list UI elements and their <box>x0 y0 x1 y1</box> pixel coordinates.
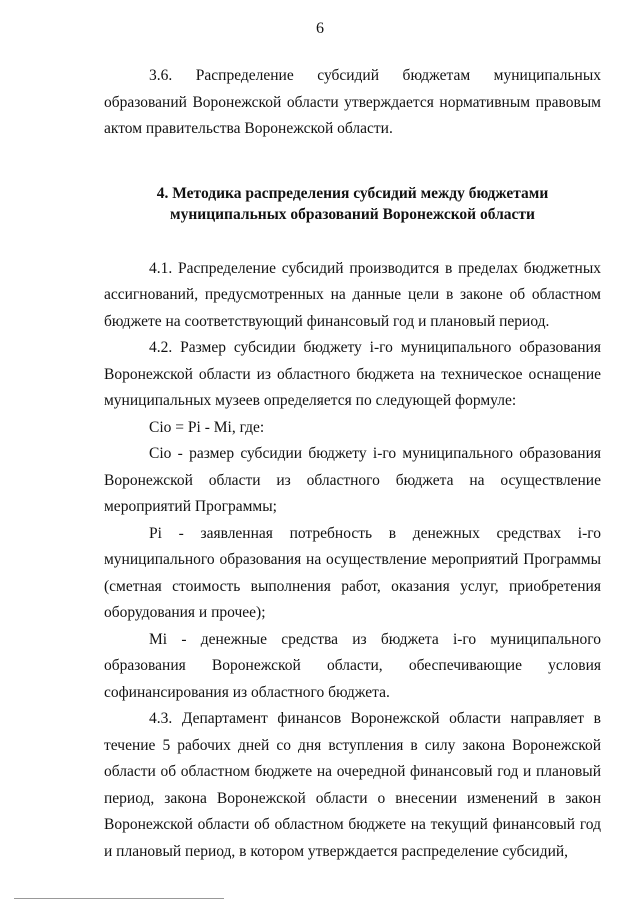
footer-rule <box>14 898 224 899</box>
paragraph-4-1: 4.1. Распределение субсидий производится в пределах бюджетных ассигнований, предусмотренных на данные цели в законе об областном бюджете на соответствующий финансовый год и плановый период. <box>104 259 601 330</box>
page-number: 6 <box>316 20 324 37</box>
definition-cio: Сio - размер субсидии бюджету i-го муниципального образования Воронежской области из областного бюджета на осуществление мероприятий Программы; <box>104 445 601 515</box>
section-4-title-line-1: 4. Методика распределения субсидий между бюджетами <box>156 184 549 202</box>
paragraph-4-3: 4.3. Департамент финансов Воронежской области направляет в течение 5 рабочих дней со дня вступления в силу закона Воронежской области об областном бюджете на очередной финансовый год и плановый период, закона Воронежской области о внесении изменений в закон Воронежской области об областном бюджете на текущий финансовый год и плановый период, в котором утверждается распределение субсидий, <box>104 710 601 860</box>
document-body <box>104 63 601 865</box>
definition-mi: Mi - денежные средства из бюджета i-го муниципального образования Воронежской области, обеспечивающие условия софинансирования из областного бюджета. <box>104 630 601 701</box>
section-4-title-line-2: муниципальных образований Воронежской области <box>170 206 535 223</box>
formula: Сio = Pi - Mi, где: <box>149 418 265 436</box>
paragraph-4-2: 4.2. Размер субсидии бюджету i-го муниципального образования Воронежской области из областного бюджета на техническое оснащение муниципальных музеев определяется по следующей формуле: <box>104 339 601 409</box>
definition-pi: Pi - заявленная потребность в денежных средствах i-го муниципального образования на осуществление мероприятий Программы (сметная стоимость выполнения работ, оказания услуг, приобретения оборудования и прочее); <box>104 524 601 621</box>
paragraph-3-6: 3.6. Распределение субсидий бюджетам муниципальных образований Воронежской области утверждается нормативным правовым актом правительства Воронежской области. <box>104 67 601 137</box>
section-4-title <box>104 183 601 226</box>
